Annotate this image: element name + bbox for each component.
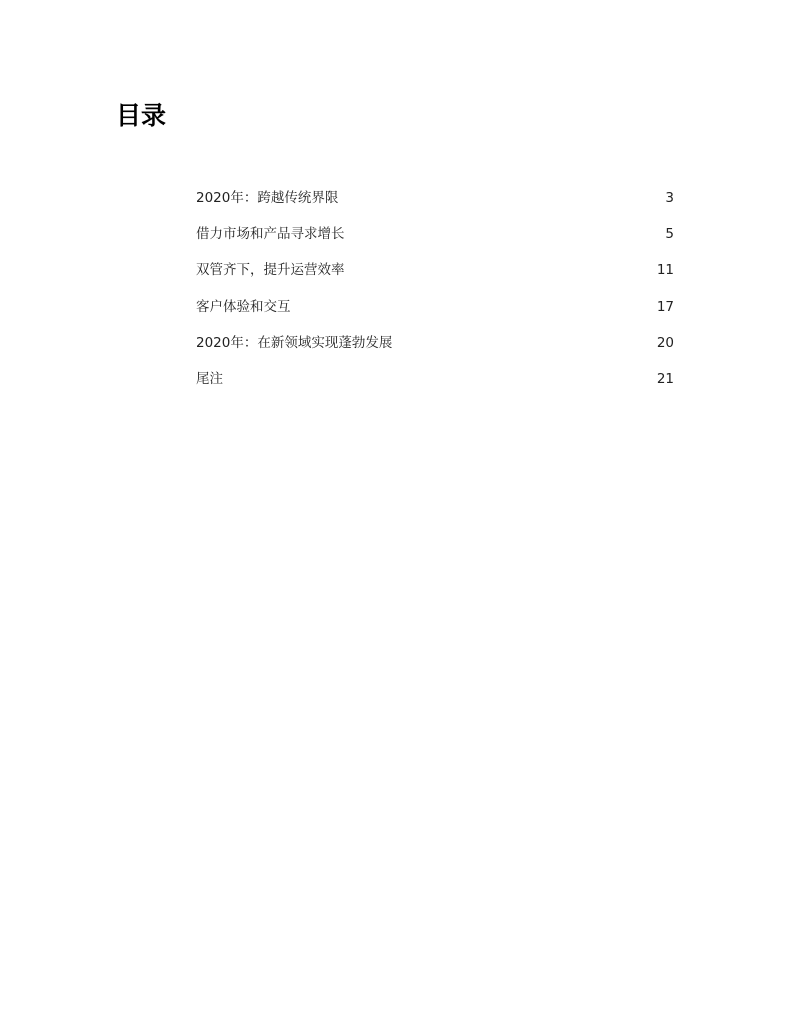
- toc-entry-page-number: 11: [656, 262, 674, 279]
- toc-entry-page-number: 17: [656, 298, 674, 315]
- toc-entry-title: 客户体验和交互: [196, 298, 291, 315]
- toc-entry-title: 2020年：跨越传统界限: [196, 190, 339, 207]
- toc-entry-page-number: 5: [665, 226, 674, 243]
- toc-entry[interactable]: [196, 289, 674, 325]
- toc-entry-title: 2020年：在新领域实现蓬勃发展: [196, 334, 393, 351]
- toc-entry-page-number: 21: [656, 371, 674, 388]
- toc-entry[interactable]: [196, 325, 674, 361]
- page-title: 目录: [116, 101, 167, 130]
- toc-entry-title: 双管齐下，提升运营效率: [196, 262, 345, 279]
- toc-entry-title: 尾注: [196, 371, 223, 388]
- toc-entry[interactable]: [196, 252, 674, 288]
- toc-entry-title: 借力市场和产品寻求增长: [196, 226, 345, 243]
- toc-entry-page-number: 3: [665, 190, 674, 207]
- toc-entry[interactable]: [196, 361, 674, 397]
- toc-entry-page-number: 20: [656, 334, 674, 351]
- toc-entry[interactable]: [196, 216, 674, 252]
- toc-entry[interactable]: [196, 180, 674, 216]
- table-of-contents: [196, 180, 674, 397]
